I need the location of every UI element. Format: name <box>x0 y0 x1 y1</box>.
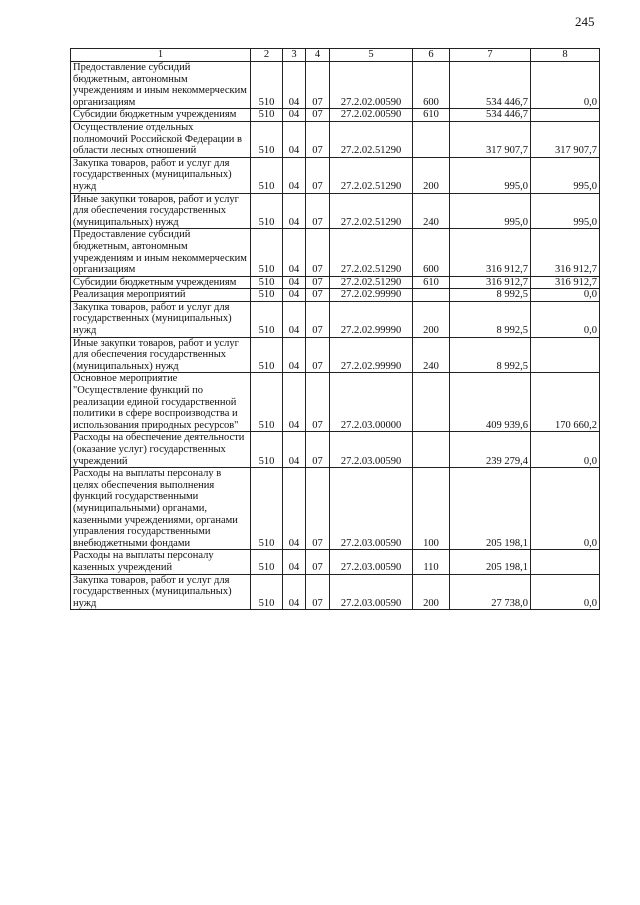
subsection-code: 07 <box>306 301 330 337</box>
section-code: 04 <box>283 432 306 468</box>
target-article: 27.2.02.00590 <box>330 109 413 122</box>
subsection-code: 07 <box>306 193 330 229</box>
expense-kind: 240 <box>413 337 450 373</box>
section-code: 04 <box>283 468 306 550</box>
row-name: Расходы на обеспечение деятельности (оказание услуг) государственных учреждений <box>71 432 251 468</box>
target-article: 27.2.03.00590 <box>330 550 413 574</box>
table-row <box>71 276 600 289</box>
amount: 205 198,1 <box>450 550 531 574</box>
subsection-code: 07 <box>306 276 330 289</box>
section-code: 04 <box>283 337 306 373</box>
federal-amount: 317 907,7 <box>531 121 600 157</box>
row-name: Основное мероприятие "Осуществление функций по реализации единой государственной политики в сфере воспроизводства и использования природных ресурсов" <box>71 373 251 432</box>
subsection-code: 07 <box>306 157 330 193</box>
target-article: 27.2.03.00590 <box>330 432 413 468</box>
federal-amount: 0,0 <box>531 301 600 337</box>
federal-amount: 995,0 <box>531 193 600 229</box>
table-row <box>71 157 600 193</box>
expense-kind <box>413 432 450 468</box>
admin-code: 510 <box>251 337 283 373</box>
subsection-code: 07 <box>306 337 330 373</box>
admin-code: 510 <box>251 574 283 610</box>
expense-kind: 200 <box>413 574 450 610</box>
row-name: Предоставление субсидий бюджетным, автономным учреждениям и иным некоммерческим организациям <box>71 229 251 276</box>
admin-code: 510 <box>251 276 283 289</box>
admin-code: 510 <box>251 109 283 122</box>
subsection-code: 07 <box>306 229 330 276</box>
target-article: 27.2.02.99990 <box>330 289 413 302</box>
target-article: 27.2.02.99990 <box>330 337 413 373</box>
page-number: 245 <box>575 14 595 29</box>
federal-amount: 0,0 <box>531 574 600 610</box>
federal-amount <box>531 337 600 373</box>
target-article: 27.2.03.00000 <box>330 373 413 432</box>
section-code: 04 <box>283 550 306 574</box>
row-name: Расходы на выплаты персоналу казенных учреждений <box>71 550 251 574</box>
expense-kind: 240 <box>413 193 450 229</box>
admin-code: 510 <box>251 550 283 574</box>
column-header-6: 6 <box>413 49 450 62</box>
admin-code: 510 <box>251 62 283 109</box>
target-article: 27.2.03.00590 <box>330 468 413 550</box>
target-article: 27.2.03.00590 <box>330 574 413 610</box>
expense-kind: 610 <box>413 109 450 122</box>
amount: 316 912,7 <box>450 276 531 289</box>
table-row <box>71 193 600 229</box>
row-name: Осуществление отдельных полномочий Российской Федерации в области лесных отношений <box>71 121 251 157</box>
subsection-code: 07 <box>306 289 330 302</box>
table-row <box>71 62 600 109</box>
admin-code: 510 <box>251 301 283 337</box>
table-row <box>71 301 600 337</box>
row-name: Субсидии бюджетным учреждениям <box>71 109 251 122</box>
row-name: Субсидии бюджетным учреждениям <box>71 276 251 289</box>
expense-kind <box>413 121 450 157</box>
table-row <box>71 373 600 432</box>
federal-amount: 0,0 <box>531 62 600 109</box>
budget-table <box>70 48 600 610</box>
row-name: Закупка товаров, работ и услуг для государственных (муниципальных) нужд <box>71 157 251 193</box>
amount: 409 939,6 <box>450 373 531 432</box>
column-header-7: 7 <box>450 49 531 62</box>
amount: 8 992,5 <box>450 289 531 302</box>
column-header-5: 5 <box>330 49 413 62</box>
column-header-3: 3 <box>283 49 306 62</box>
federal-amount: 0,0 <box>531 289 600 302</box>
column-header-1: 1 <box>71 49 251 62</box>
column-header-8: 8 <box>531 49 600 62</box>
section-code: 04 <box>283 109 306 122</box>
section-code: 04 <box>283 574 306 610</box>
target-article: 27.2.02.00590 <box>330 62 413 109</box>
expense-kind: 600 <box>413 229 450 276</box>
federal-amount <box>531 109 600 122</box>
section-code: 04 <box>283 229 306 276</box>
admin-code: 510 <box>251 432 283 468</box>
row-name: Иные закупки товаров, работ и услуг для обеспечения государственных (муниципальных) нужд <box>71 337 251 373</box>
amount: 316 912,7 <box>450 229 531 276</box>
subsection-code: 07 <box>306 574 330 610</box>
target-article: 27.2.02.51290 <box>330 276 413 289</box>
section-code: 04 <box>283 276 306 289</box>
column-header-4: 4 <box>306 49 330 62</box>
federal-amount: 316 912,7 <box>531 276 600 289</box>
expense-kind: 610 <box>413 276 450 289</box>
amount: 995,0 <box>450 157 531 193</box>
admin-code: 510 <box>251 229 283 276</box>
federal-amount: 170 660,2 <box>531 373 600 432</box>
federal-amount: 316 912,7 <box>531 229 600 276</box>
target-article: 27.2.02.51290 <box>330 229 413 276</box>
header-row <box>71 49 600 62</box>
subsection-code: 07 <box>306 109 330 122</box>
table-row <box>71 337 600 373</box>
federal-amount: 995,0 <box>531 157 600 193</box>
row-name: Закупка товаров, работ и услуг для государственных (муниципальных) нужд <box>71 574 251 610</box>
expense-kind: 200 <box>413 157 450 193</box>
target-article: 27.2.02.51290 <box>330 121 413 157</box>
table-row <box>71 121 600 157</box>
table-row <box>71 109 600 122</box>
expense-kind: 200 <box>413 301 450 337</box>
table-row <box>71 289 600 302</box>
admin-code: 510 <box>251 157 283 193</box>
subsection-code: 07 <box>306 121 330 157</box>
table-row <box>71 574 600 610</box>
section-code: 04 <box>283 289 306 302</box>
amount: 205 198,1 <box>450 468 531 550</box>
column-header-2: 2 <box>251 49 283 62</box>
amount: 995,0 <box>450 193 531 229</box>
federal-amount: 0,0 <box>531 432 600 468</box>
amount: 8 992,5 <box>450 337 531 373</box>
section-code: 04 <box>283 121 306 157</box>
subsection-code: 07 <box>306 550 330 574</box>
amount: 8 992,5 <box>450 301 531 337</box>
admin-code: 510 <box>251 121 283 157</box>
expense-kind: 110 <box>413 550 450 574</box>
admin-code: 510 <box>251 373 283 432</box>
row-name: Реализация мероприятий <box>71 289 251 302</box>
admin-code: 510 <box>251 468 283 550</box>
table-row <box>71 432 600 468</box>
expense-kind <box>413 373 450 432</box>
row-name: Иные закупки товаров, работ и услуг для обеспечения государственных (муниципальных) нужд <box>71 193 251 229</box>
amount: 534 446,7 <box>450 62 531 109</box>
row-name: Предоставление субсидий бюджетным, автономным учреждениям и иным некоммерческим организациям <box>71 62 251 109</box>
admin-code: 510 <box>251 193 283 229</box>
section-code: 04 <box>283 62 306 109</box>
section-code: 04 <box>283 301 306 337</box>
target-article: 27.2.02.99990 <box>330 301 413 337</box>
amount: 27 738,0 <box>450 574 531 610</box>
subsection-code: 07 <box>306 468 330 550</box>
section-code: 04 <box>283 373 306 432</box>
expense-kind: 100 <box>413 468 450 550</box>
section-code: 04 <box>283 193 306 229</box>
federal-amount: 0,0 <box>531 468 600 550</box>
subsection-code: 07 <box>306 432 330 468</box>
expense-kind: 600 <box>413 62 450 109</box>
section-code: 04 <box>283 157 306 193</box>
table-body <box>71 62 600 610</box>
target-article: 27.2.02.51290 <box>330 193 413 229</box>
table-row <box>71 550 600 574</box>
federal-amount <box>531 550 600 574</box>
amount: 534 446,7 <box>450 109 531 122</box>
row-name: Расходы на выплаты персоналу в целях обеспечения выполнения функций государственными (муниципальными) органами, казенными учреждениями, органами управления государственными внебюджетными фондами <box>71 468 251 550</box>
table-row <box>71 468 600 550</box>
admin-code: 510 <box>251 289 283 302</box>
subsection-code: 07 <box>306 373 330 432</box>
row-name: Закупка товаров, работ и услуг для государственных (муниципальных) нужд <box>71 301 251 337</box>
amount: 239 279,4 <box>450 432 531 468</box>
subsection-code: 07 <box>306 62 330 109</box>
expense-kind <box>413 289 450 302</box>
amount: 317 907,7 <box>450 121 531 157</box>
target-article: 27.2.02.51290 <box>330 157 413 193</box>
table-row <box>71 229 600 276</box>
